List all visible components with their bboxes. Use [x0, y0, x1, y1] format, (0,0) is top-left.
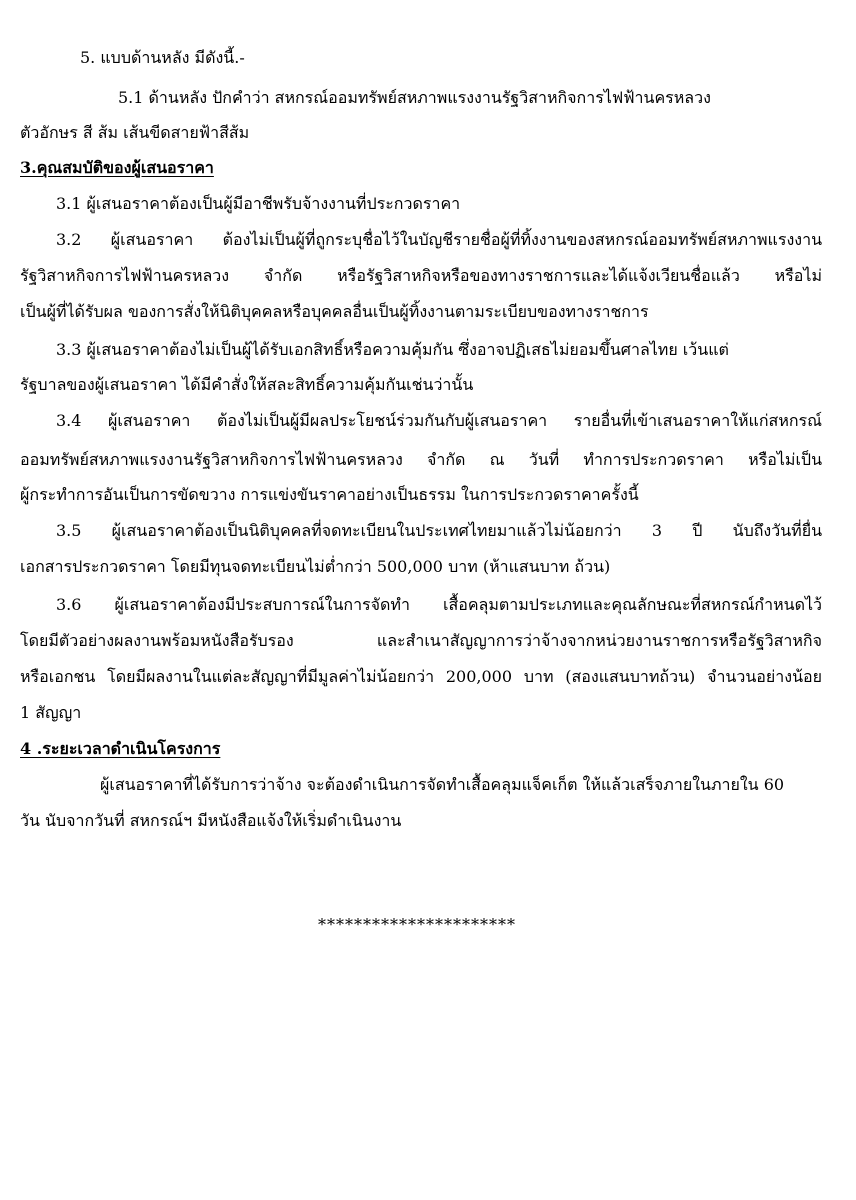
item-3-3-line2: รัฐบาลของผู้เสนอราคา ได้มีคำสั่งให้สละสิทธิ์ความคุ้มกันเช่นว่านั้น: [20, 375, 474, 394]
section-4-line1: ผู้เสนอราคาที่ได้รับการว่าจ้าง จะต้องดำเนินการจัดทำเสื้อคลุมแจ็คเก็ต ให้แล้วเสร็จภายในภายใน 60: [100, 775, 785, 794]
item-3-3-line1: 3.3 ผู้เสนอราคาต้องไม่เป็นผู้ได้รับเอกสิทธิ์หรือความคุ้มกัน ซึ่งอาจปฏิเสธไม่ยอมขึ้นศาลไทย เว้นแต่: [56, 340, 729, 359]
section-5-title: 5. แบบด้านหลัง มีดังนี้.-: [80, 48, 245, 67]
item-3-5-line1: 3.5 ผู้เสนอราคาต้องเป็นนิติบุคคลที่จดทะเบียนในประเทศไทยมาแล้วไม่น้อยกว่า 3 ปี นับถึงวันที่ยื่น: [56, 521, 822, 540]
section-4-heading: 4 .ระยะเวลาดำเนินโครงการ: [20, 739, 221, 758]
item-3-6-line3: หรือเอกชน โดยมีผลงานในแต่ละสัญญาที่มีมูลค่าไม่น้อยกว่า 200,000 บาท (สองแสนบาทถ้วน) จำนวนอย่างน้อย: [20, 667, 822, 686]
item-5-1-line2: ตัวอักษร สี ส้ม เส้นขีดสายฟ้าสีส้ม: [20, 123, 250, 142]
section-4-line2: วัน นับจากวันที่ สหกรณ์ฯ มีหนังสือแจ้งให้เริ่มดำเนินงาน: [20, 811, 402, 830]
item-3-6-line2: โดยมีตัวอย่างผลงานพร้อมหนังสือรับรอง และสำเนาสัญญาการว่าจ้างจากหน่วยงานราชการหรือรัฐวิสาหกิจ: [20, 631, 822, 650]
item-3-4-line1: 3.4 ผู้เสนอราคา ต้องไม่เป็นผู้มีผลประโยชน์ร่วมกันกับผู้เสนอราคา รายอื่นที่เข้าเสนอราคาให้แก่สหกรณ์: [56, 411, 822, 430]
item-3-5-line2: เอกสารประกวดราคา โดยมีทุนจดทะเบียนไม่ต่ำกว่า 500,000 บาท (ห้าแสนบาท ถ้วน): [20, 557, 611, 576]
item-3-4-line2: ออมทรัพย์สหภาพแรงงานรัฐวิสาหกิจการไฟฟ้านครหลวง จำกัด ณ วันที่ ทำการประกวดราคา หรือไม่เป็น: [20, 450, 822, 469]
section-3-heading: 3.คุณสมบัติของผู้เสนอราคา: [20, 158, 214, 177]
item-3-6-line4: 1 สัญญา: [20, 703, 82, 722]
item-3-4-line3: ผู้กระทำการอันเป็นการขัดขวาง การแข่งขันราคาอย่างเป็นธรรม ในการประกวดราคาครั้งนี้: [20, 485, 639, 504]
item-3-2-line1: 3.2 ผู้เสนอราคา ต้องไม่เป็นผู้ที่ถูกระบุชื่อไว้ในบัญชีรายชื่อผู้ที่ทิ้งงานของสหกรณ์ออมทรัพย์สหภาพแรงงาน: [56, 230, 822, 249]
item-3-1: 3.1 ผู้เสนอราคาต้องเป็นผู้มีอาชีพรับจ้างงานที่ประกวดราคา: [56, 194, 461, 213]
item-3-2-line3: เป็นผู้ที่ได้รับผล ของการสั่งให้นิติบุคคลหรือบุคคลอื่นเป็นผู้ทิ้งงานตามระเบียบของทางราชการ: [20, 302, 649, 321]
item-3-2-line2: รัฐวิสาหกิจการไฟฟ้านครหลวง จำกัด หรือรัฐวิสาหกิจหรือของทางราชการและได้แจ้งเวียนชื่อแล้ว หรือไม่: [20, 266, 822, 285]
end-marker: **********************: [318, 915, 516, 934]
item-3-6-line1: 3.6 ผู้เสนอราคาต้องมีประสบการณ์ในการจัดทำ เสื้อคลุมตามประเภทและคุณลักษณะที่สหกรณ์กำหนดไว้: [56, 595, 822, 614]
item-5-1-line1: 5.1 ด้านหลัง ปักคำว่า สหกรณ์ออมทรัพย์สหภาพแรงงานรัฐวิสาหกิจการไฟฟ้านครหลวง: [118, 88, 711, 107]
